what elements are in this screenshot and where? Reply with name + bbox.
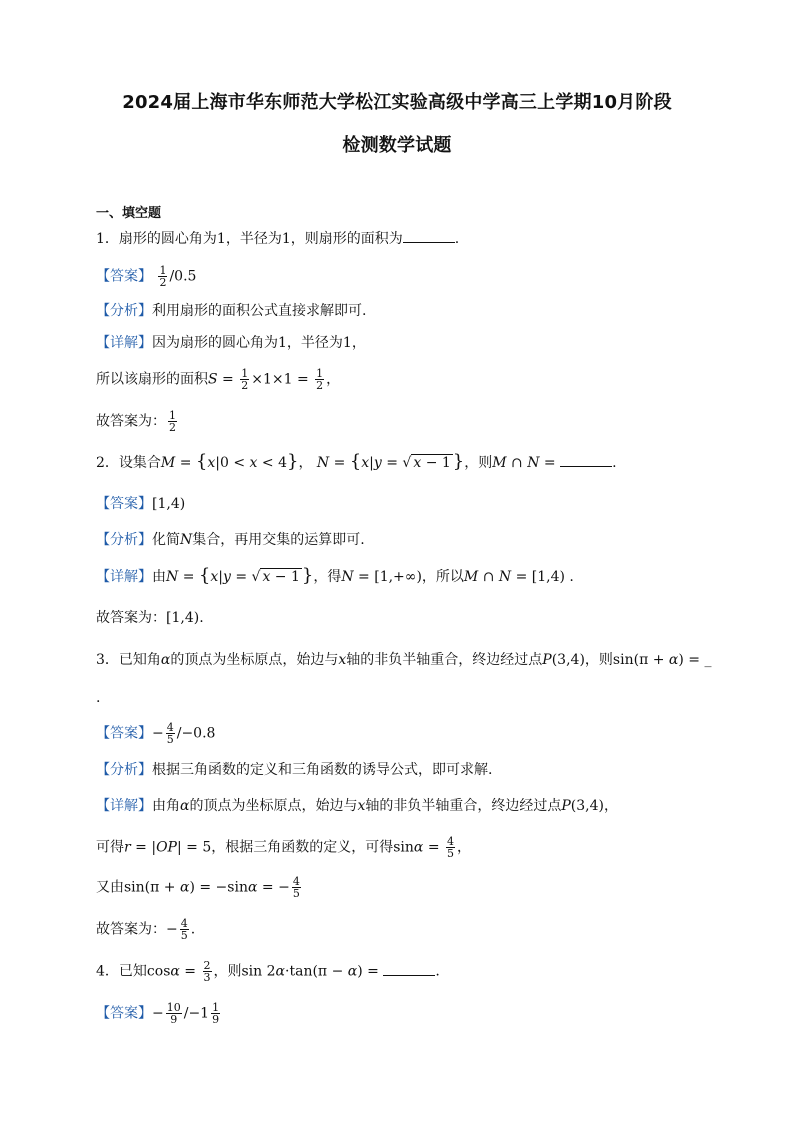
q1-answer xyxy=(96,265,196,288)
q2-detail: 【详解】由N = {x|y = √ x − 1 }，得N = [1,+∞)，所以M ∩ N = [1,4) . xyxy=(96,565,574,586)
q1-analysis-text: 利用扇形的面积公式直接求解即可. xyxy=(152,303,367,319)
document-title-line1: 2024届上海市华东师范大学松江实验高级中学高三上学期10月阶段 xyxy=(122,92,672,113)
q1-detail-text: 因为扇形的圆心角为1，半径为1， xyxy=(152,335,366,351)
q3-stem-cont: . xyxy=(96,690,101,706)
q3-detail-3: 又由sin(π + α) = −sinα = − $\frac{4}{5}$ xyxy=(96,875,300,900)
q1-stem-text: 1．扇形的圆心角为1，半径为1，则扇形的面积为 xyxy=(96,231,403,247)
q3-detail-2: 可得r = |OP| = 5，根据三角函数的定义，可得sinα = $\frac{4}{5}$ ， xyxy=(96,835,472,860)
q1-detail-2: 所以该扇形的面积S = $\frac{1}{2}$ ×1×1 = $\frac{1}{2}$ ， xyxy=(96,367,341,392)
q1-answer-tag: 【答案】 xyxy=(96,268,152,285)
q3-final: 故答案为：− $\frac{4}{5}$ . xyxy=(96,917,196,942)
q2-final: 故答案为：[1,4). xyxy=(96,610,204,626)
document-title-line2: 检测数学试题 xyxy=(342,135,452,156)
q2-answer: 【答案】[1,4) xyxy=(96,496,186,512)
q1-analysis xyxy=(96,301,366,321)
q3-answer: 【答案】− $\frac{4}{5}$ /−0.8 xyxy=(96,721,216,746)
q4-answer: 【答案】− $\frac{10}{9}$ /−1 $\frac{1}{9}$ xyxy=(96,1001,220,1026)
q3-detail-1: 【详解】由角α的顶点为坐标原点，始边与x轴的非负半轴重合，终边经过点P(3,4)， xyxy=(96,798,618,814)
q1-final: 故答案为： $\frac{1}{2}$ xyxy=(96,409,176,434)
q2-analysis: 【分析】化简N集合，再用交集的运算即可. xyxy=(96,532,365,548)
q1-analysis-tag: 【分析】 xyxy=(96,303,152,319)
q1-detail-tag: 【详解】 xyxy=(96,335,152,351)
q1-answer-alt: /0.5 xyxy=(169,268,197,285)
q1-stem: 1．扇形的圆心角为1，半径为1，则扇形的面积为 . xyxy=(96,231,460,247)
q3-analysis: 【分析】根据三角函数的定义和三角函数的诱导公式，即可求解. xyxy=(96,762,493,778)
q1-answer-fraction: $\frac{1}{2}$ xyxy=(159,264,167,289)
q1-detail-1 xyxy=(96,333,366,353)
q2-answer-text: [1,4) xyxy=(152,496,186,512)
section-heading: 一、填空题 xyxy=(96,206,162,221)
q4-blank xyxy=(383,963,435,976)
q1-blank xyxy=(403,230,455,243)
q2-stem: 2．设集合M = {x|0 < x < 4}， N = {x|y = √ x − 1 }，则M ∩ N = . xyxy=(96,451,617,472)
q4-stem: 4．已知cosα = $\frac{2}{3}$ ，则sin 2α·tan(π − α) = . xyxy=(96,959,440,984)
q3-stem: 3．已知角α的顶点为坐标原点，始边与x轴的非负半轴重合，终边经过点P(3,4)，则sin(π + α) = _ xyxy=(96,652,712,668)
q2-blank xyxy=(560,454,612,467)
